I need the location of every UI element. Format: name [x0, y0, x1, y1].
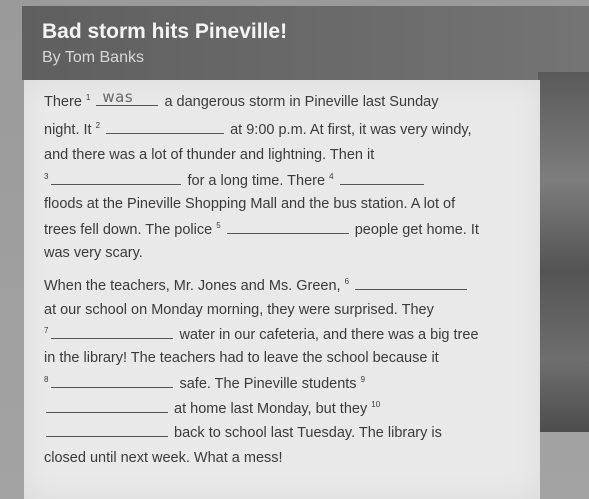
text-line: night. It $^2$ at 9:00 p.m. At first, it was very windy, [44, 121, 472, 138]
article-byline: By Tom Banks [42, 49, 144, 66]
blank-7[interactable] [51, 325, 173, 339]
blank-5[interactable] [227, 220, 349, 234]
blank-6[interactable] [355, 276, 467, 290]
blank-1[interactable] [96, 88, 158, 106]
text-line: back to school last Tuesday. The library is [44, 423, 442, 442]
text-line: When the teachers, Mr. Jones and Ms. Green, $^6$ [44, 276, 469, 295]
text-line: was very scary. [44, 245, 143, 261]
text-line: closed until next week. What a mess! [44, 450, 283, 466]
text-line: at home last Monday, but they $^{10}$ [44, 399, 380, 418]
text-line: $^3$ for a long time. There $^4$ [44, 171, 426, 192]
blank-2[interactable] [106, 120, 224, 134]
handwritten-answer-1: was [102, 88, 134, 106]
text-line: $^7$ water in our cafeteria, and there was a big tree [44, 326, 479, 343]
blank-8[interactable] [51, 374, 173, 388]
article-body [24, 80, 540, 499]
article-title: Bad storm hits Pineville! [42, 20, 288, 43]
text-line: $^8$ safe. The Pineville students $^9$ [44, 375, 366, 392]
text-line: at our school on Monday morning, they were surprised. They [44, 302, 434, 318]
text-line: and there was a lot of thunder and lightning. Then it [44, 147, 375, 163]
text-line: trees fell down. The police $^5$ people get home. It [44, 221, 479, 238]
text-line: floods at the Pineville Shopping Mall and the bus station. A lot of [44, 196, 456, 212]
text-line: There $^1$ was a dangerous storm in Pineville last Sunday [44, 88, 439, 110]
blank-4[interactable] [340, 171, 424, 185]
blank-9[interactable] [46, 399, 168, 413]
text-line: in the library! The teachers had to leave the school because it [44, 350, 439, 366]
storm-photo [538, 72, 589, 432]
blank-3[interactable] [51, 171, 181, 185]
article-header [22, 6, 589, 80]
blank-10[interactable] [46, 423, 168, 437]
